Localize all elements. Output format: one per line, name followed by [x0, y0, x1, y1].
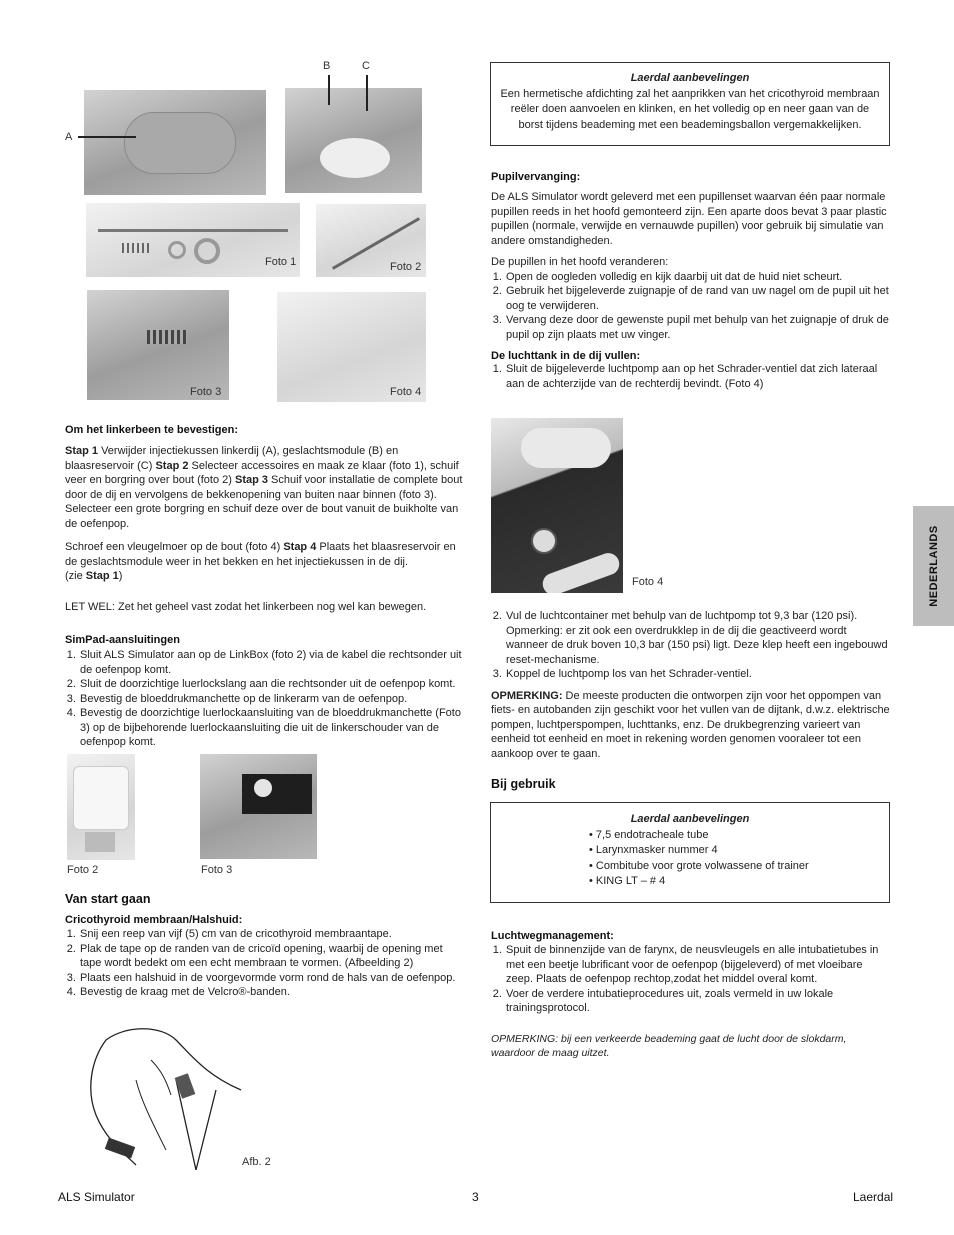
- list-item: 2. Vul de luchtcontainer met behulp van de luchtpomp tot 9,3 bar (120 psi). Opmerking: er zit ook een overdrukklep in de dij die geactiveerd wordt wanneer de druk boven 10,3 bar (150 psi) ligt. Deze klep heeft een ingebouwd reset-mechanisme.: [505, 609, 891, 667]
- crico-list: [65, 927, 465, 1000]
- list-item: • Combitube voor grote volwassene of trainer: [589, 859, 809, 872]
- caption-foto3-cuff: Foto 3: [201, 864, 233, 876]
- air-list-first: [491, 362, 891, 391]
- air-heading: De luchttank in de dij vullen:: [491, 350, 641, 362]
- caption-foto2-linkbox: Foto 2: [67, 864, 99, 876]
- air-list-rest: [491, 609, 891, 682]
- airway-section: [491, 930, 891, 1061]
- letwel-note: LET WEL: Zet het geheel vast zodat het linkerbeen nog wel kan bewegen.: [65, 600, 427, 613]
- arrow-c-icon: [366, 75, 368, 111]
- list-item: 2. Sluit de doorzichtige luerlockslang aan die rechtsonder uit de oefenpop komt.: [79, 677, 465, 692]
- list-item: • Larynxmasker nummer 4: [589, 844, 718, 856]
- list-item: 1. Snij een reep van vijf (5) cm van de cricothyroid membraantape.: [79, 927, 465, 942]
- pupil-change-text: De pupillen in het hoofd veranderen:: [491, 256, 669, 268]
- caption-foto3: Foto 3: [190, 386, 222, 398]
- side-tab-label: NEDERLANDS: [927, 525, 940, 607]
- afb2-neck-drawing: [66, 1020, 266, 1170]
- list-item: • 7,5 endotracheale tube: [589, 828, 709, 841]
- crico-heading: Cricothyroid membraan/Halshuid:: [65, 914, 243, 926]
- foto3-bolt-in-thigh-photo: [87, 290, 229, 400]
- list-item: 3. Koppel de luchtpomp los van het Schrader-ventiel.: [505, 667, 891, 682]
- box1-title: Laerdal aanbevelingen: [630, 72, 750, 84]
- caption-foto4: Foto 4: [390, 386, 422, 398]
- air-section-continued: [491, 609, 891, 791]
- foto4-air-pump-photo: [491, 418, 623, 593]
- leg-section: [65, 424, 465, 750]
- box2-title: Laerdal aanbevelingen: [630, 813, 750, 825]
- list-item: 4. Bevestig de kraag met de Velcro®-banden.: [79, 985, 465, 1000]
- foto3-bp-cuff-photo: [200, 754, 317, 859]
- airway-heading: Luchtwegmanagement:: [491, 930, 614, 942]
- label-c: C: [362, 60, 370, 72]
- pupil-section: [491, 171, 891, 391]
- simpad-list: [65, 648, 465, 750]
- caption-afb2: Afb. 2: [242, 1156, 271, 1168]
- leg-heading: Om het linkerbeen te bevestigen:: [65, 424, 238, 436]
- caption-foto4-pump: Foto 4: [632, 576, 664, 588]
- leg-step4-paragraph: Schroef een vleugelmoer op de bout (foto 4) Stap 4 Plaats het blaasreservoir en de geslachtsmodule weer in het bekken en het injectiekussen in de dij. (zie Stap 1): [65, 541, 456, 582]
- pupil-text: De ALS Simulator wordt geleverd met een pupillenset waarvan één paar normale pupillen reeds in het hoofd gemonteerd zijn. Een aparte doos bevat 3 paar plastic pupillen (normale, verwijde en vernauwde pupillen) voor gebruik bij simulatie van andere omstandigheden.: [491, 191, 887, 247]
- arrow-a-icon: [78, 136, 136, 138]
- caption-foto1: Foto 1: [265, 256, 297, 268]
- footer-brand: Laerdal: [853, 1190, 894, 1204]
- list-item: 1. Sluit de bijgeleverde luchtpomp aan op het Schrader-ventiel dat zich lateraal aan de achterzijde van de rechterdij bevindt. (Foto 4): [505, 362, 891, 391]
- list-item: 2. Voer de verdere intubatieprocedures uit, zoals vermeld in uw lokale trainingsprotocol.: [505, 987, 891, 1016]
- box1-text: Een hermetische afdichting zal het aanprikken van het cricothyroid membraan reëler doen aanvoelen en klinken, en het volledig op en neer gaan van de borst tijdens beademing met een beademingsballon vergemakkelijken.: [500, 87, 880, 131]
- list-item: 4. Bevestig de doorzichtige luerlockaansluiting van de bloeddrukmanchette (Foto 3) op de bijbehorende luerlockaansluiting die uit de linkerschouder van de oefenpop komt.: [79, 706, 465, 750]
- list-item: 3. Vervang deze door de gewenste pupil met behulp van het zuignapje of druk de pupil op zijn plaats met uw vinger.: [505, 313, 891, 342]
- start-heading: Van start gaan: [65, 892, 151, 906]
- footer-page-number: 3: [472, 1190, 479, 1204]
- foto2-linkbox-photo: [67, 754, 135, 860]
- note-paragraph: OPMERKING: De meeste producten die ontworpen zijn voor het oppompen van fiets- en autobanden zijn geschikt voor het vullen van de dijtank, d.w.z. elektrische pompen, luchtperspompen, luchttanks, enz. De drukbegrenzing varieert van eenheid tot eenheid en moet in rekening worden genomen vooraleer tot een aankoop over te gaan.: [491, 689, 890, 760]
- list-item: 2. Plak de tape op de randen van de cricoïd opening, waarbij de opening met tape wordt bedekt om een echt membraan te vormen. (Afbeelding 2): [79, 942, 465, 971]
- list-item: 3. Bevestig de bloeddrukmanchette op de linkerarm van de oefenpop.: [79, 692, 465, 707]
- label-b: B: [323, 60, 331, 72]
- pelvis-photo: [285, 88, 422, 193]
- footer-product-name: ALS Simulator: [58, 1190, 135, 1204]
- final-note: OPMERKING: bij een verkeerde beademing gaat de lucht door de slokdarm, waardoor de maag uitzet.: [491, 1032, 847, 1059]
- list-item: • KING LT – # 4: [589, 875, 666, 887]
- thigh-pad-photo: [84, 90, 266, 195]
- list-item: 1. Spuit de binnenzijde van de farynx, de neusvleugels en alle intubatietubes in met een beetje lubrificant voor de oefenpop (bijgeleverd) of met vloeibare zeep. Plaats de oefenpop rechtop,zodat het middel overal komt.: [505, 943, 891, 987]
- label-a: A: [65, 131, 73, 143]
- arrow-b-icon: [328, 75, 330, 105]
- box2-list: [589, 828, 881, 890]
- pupil-list: [491, 270, 891, 343]
- start-section: [65, 892, 465, 1000]
- use-heading: Bij gebruik: [491, 777, 556, 791]
- recommendation-box-bottom: [490, 802, 890, 903]
- pupil-heading: Pupilvervanging:: [491, 171, 581, 183]
- simpad-heading: SimPad-aansluitingen: [65, 634, 180, 646]
- leg-steps-paragraph: Stap 1 Verwijder injectiekussen linkerdij (A), geslachtsmodule (B) en blaasreservoir (C) Stap 2 Selecteer accessoires en maak ze klaar (foto 1), schuif veer en borgring over bout (foto 2) Stap 3 Schuif voor installatie de complete bout door de dij en vervolgens de bekkenopening van buiten naar binnen (foto 3). Selecteer een grote borgring en schuif deze over de bout vanuit de buikholte van de oefenpop.: [65, 445, 463, 530]
- language-side-tab: [913, 506, 954, 626]
- list-item: 1. Open de oogleden volledig en kijk daarbij uit dat de huid niet scheurt.: [505, 270, 891, 285]
- airway-list: [491, 943, 891, 1016]
- list-item: 3. Plaats een halshuid in de voorgevormde vorm rond de hals van de oefenpop.: [79, 971, 465, 986]
- caption-foto2: Foto 2: [390, 261, 422, 273]
- list-item: 1. Sluit ALS Simulator aan op de LinkBox (foto 2) via de kabel die rechtsonder uit de oefenpop komt.: [79, 648, 465, 677]
- list-item: 2. Gebruik het bijgeleverde zuignapje of de rand van uw nagel om de pupil uit het oog te verwijderen.: [505, 284, 891, 313]
- recommendation-box-top: [490, 62, 890, 146]
